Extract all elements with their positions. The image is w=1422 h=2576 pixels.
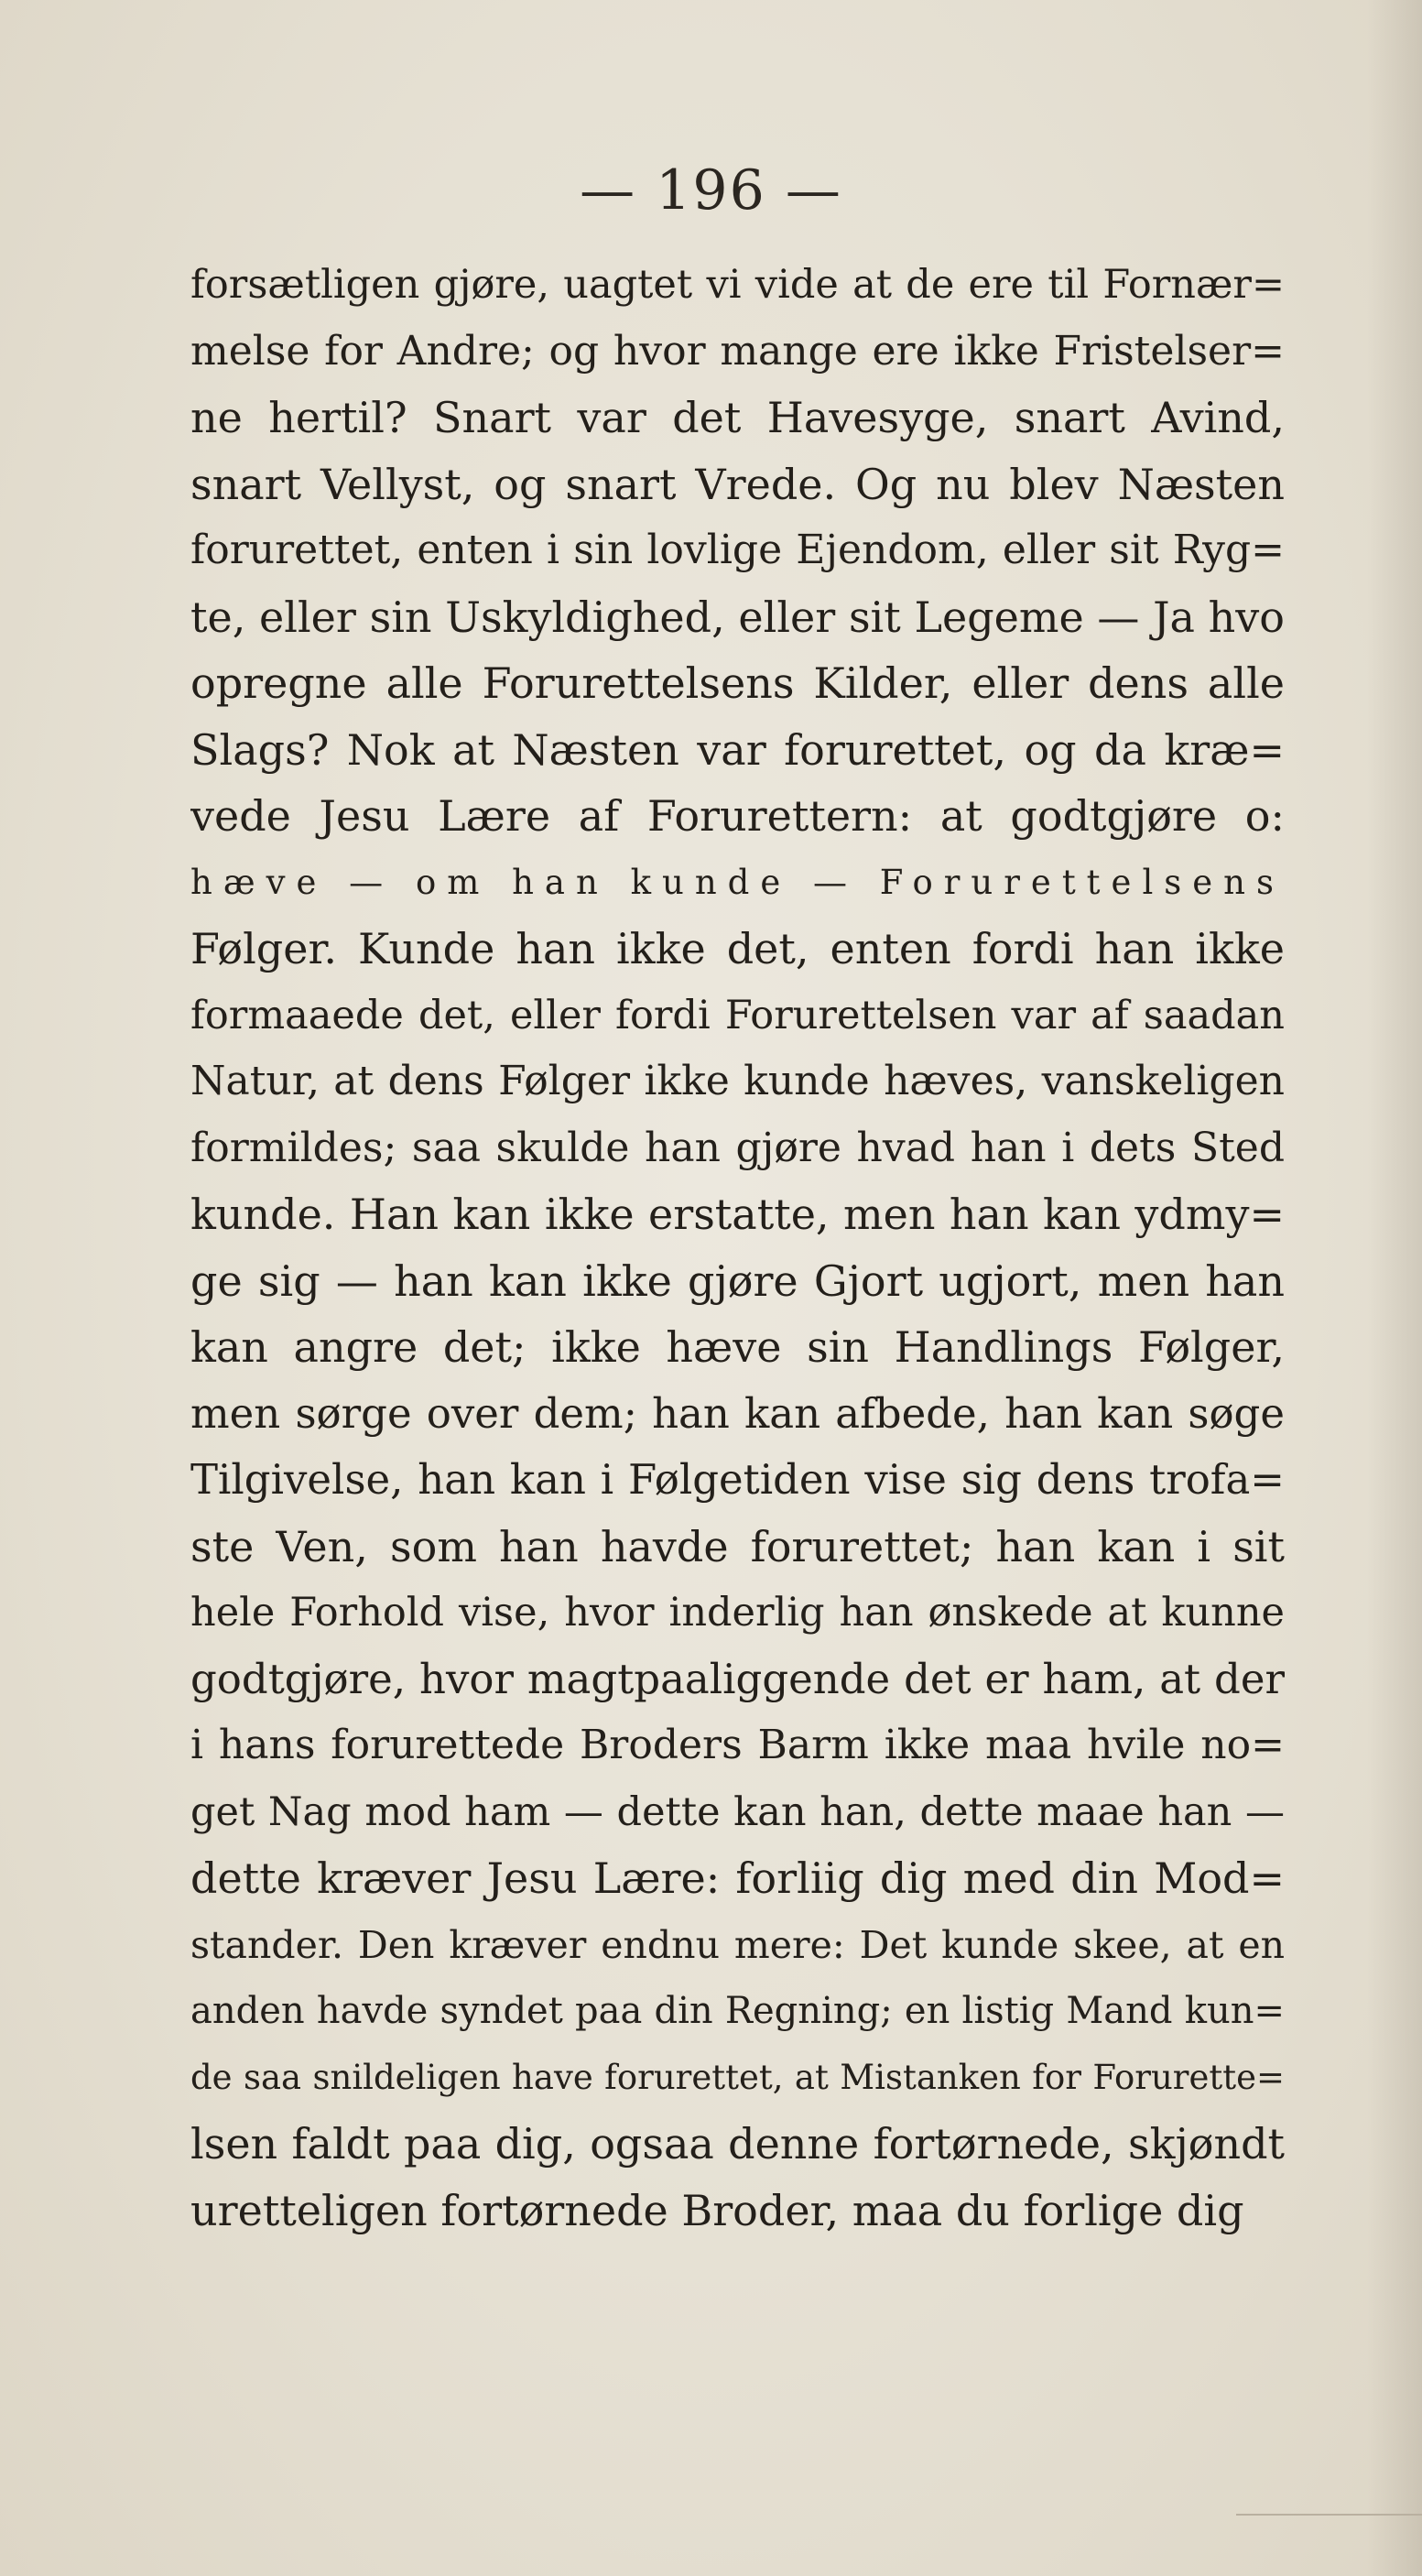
text-line: vede Jesu Lære af Forurettern: at godtgjøre o: xyxy=(190,791,1285,841)
body-text xyxy=(190,252,1285,2244)
text-line: dette kræver Jesu Lære: forliig dig med din Mod= xyxy=(190,1853,1285,1903)
text-line: ne hertil? Snart var det Havesyge, snart Avind, xyxy=(190,393,1285,442)
text-line: kan angre det; ikke hæve sin Handlings Følger, xyxy=(190,1322,1285,1372)
text-line: anden havde syndet paa din Regning; en listig Mand kun= xyxy=(190,1990,1285,2032)
text-line: melse for Andre; og hvor mange ere ikke Fristelser= xyxy=(190,327,1285,375)
text-line: men sørge over dem; han kan afbede, han kan søge xyxy=(190,1388,1285,1438)
text-line: hæve — om han kunde — Forurettelsens xyxy=(190,862,1285,902)
text-line: uretteligen fortørnede Broder, maa du forlige dig xyxy=(190,2185,1244,2235)
text-line: forsætligen gjøre, uagtet vi vide at de ere til Fornær= xyxy=(190,262,1285,308)
text-line: forurettet, enten i sin lovlige Ejendom, eller sit Ryg= xyxy=(190,527,1285,573)
text-line: Følger. Kunde han ikke det, enten fordi han ikke xyxy=(190,924,1285,973)
text-line: formildes; saa skulde han gjøre hvad han i dets Sted xyxy=(190,1124,1285,1171)
text-line: te, eller sin Uskyldighed, eller sit Legeme — Ja hvo xyxy=(190,592,1285,642)
text-line: Tilgivelse, han kan i Følgetiden vise sig dens trofa= xyxy=(190,1455,1285,1504)
text-line: stander. Den kræver endnu mere: Det kunde skee, at en xyxy=(190,1922,1285,1967)
text-line: get Nag mod ham — dette kan han, dette maae han — xyxy=(190,1788,1285,1835)
text-line: Slags? Nok at Næsten var forurettet, og da kræ= xyxy=(190,724,1285,775)
scan-edge-line xyxy=(1236,2514,1422,2516)
page-number: — 196 — xyxy=(580,158,842,223)
text-line: snart Vellyst, og snart Vrede. Og nu blev Næsten xyxy=(190,459,1285,509)
text-line: Natur, at dens Følger ikke kunde hæves, vanskeligen xyxy=(190,1058,1285,1104)
text-line: de saa snildeligen have forurettet, at Mistanken for Forurette= xyxy=(190,2057,1285,2097)
text-line: lsen faldt paa dig, ogsaa denne fortørnede, skjøndt xyxy=(190,2119,1285,2168)
text-line: godtgjøre, hvor magtpaaliggende det er ham, at der xyxy=(190,1654,1285,1703)
text-line: kunde. Han kan ikke erstatte, men han kan ydmy= xyxy=(190,1190,1285,1239)
text-line: ge sig — han kan ikke gjøre Gjort ugjort, men han xyxy=(190,1255,1285,1306)
text-line: i hans forurettede Broders Barm ikke maa hvile no= xyxy=(190,1722,1285,1768)
text-line: ste Ven, som han havde forurettet; han kan i sit xyxy=(190,1521,1285,1571)
text-line: opregne alle Forurettelsens Kilder, eller dens alle xyxy=(190,658,1285,708)
text-line: hele Forhold vise, hvor inderlig han ønskede at kunne xyxy=(190,1590,1285,1636)
page-edge-shadow xyxy=(1367,0,1422,2576)
text-line: formaaede det, eller fordi Forurettelsen var af saadan xyxy=(190,992,1285,1038)
